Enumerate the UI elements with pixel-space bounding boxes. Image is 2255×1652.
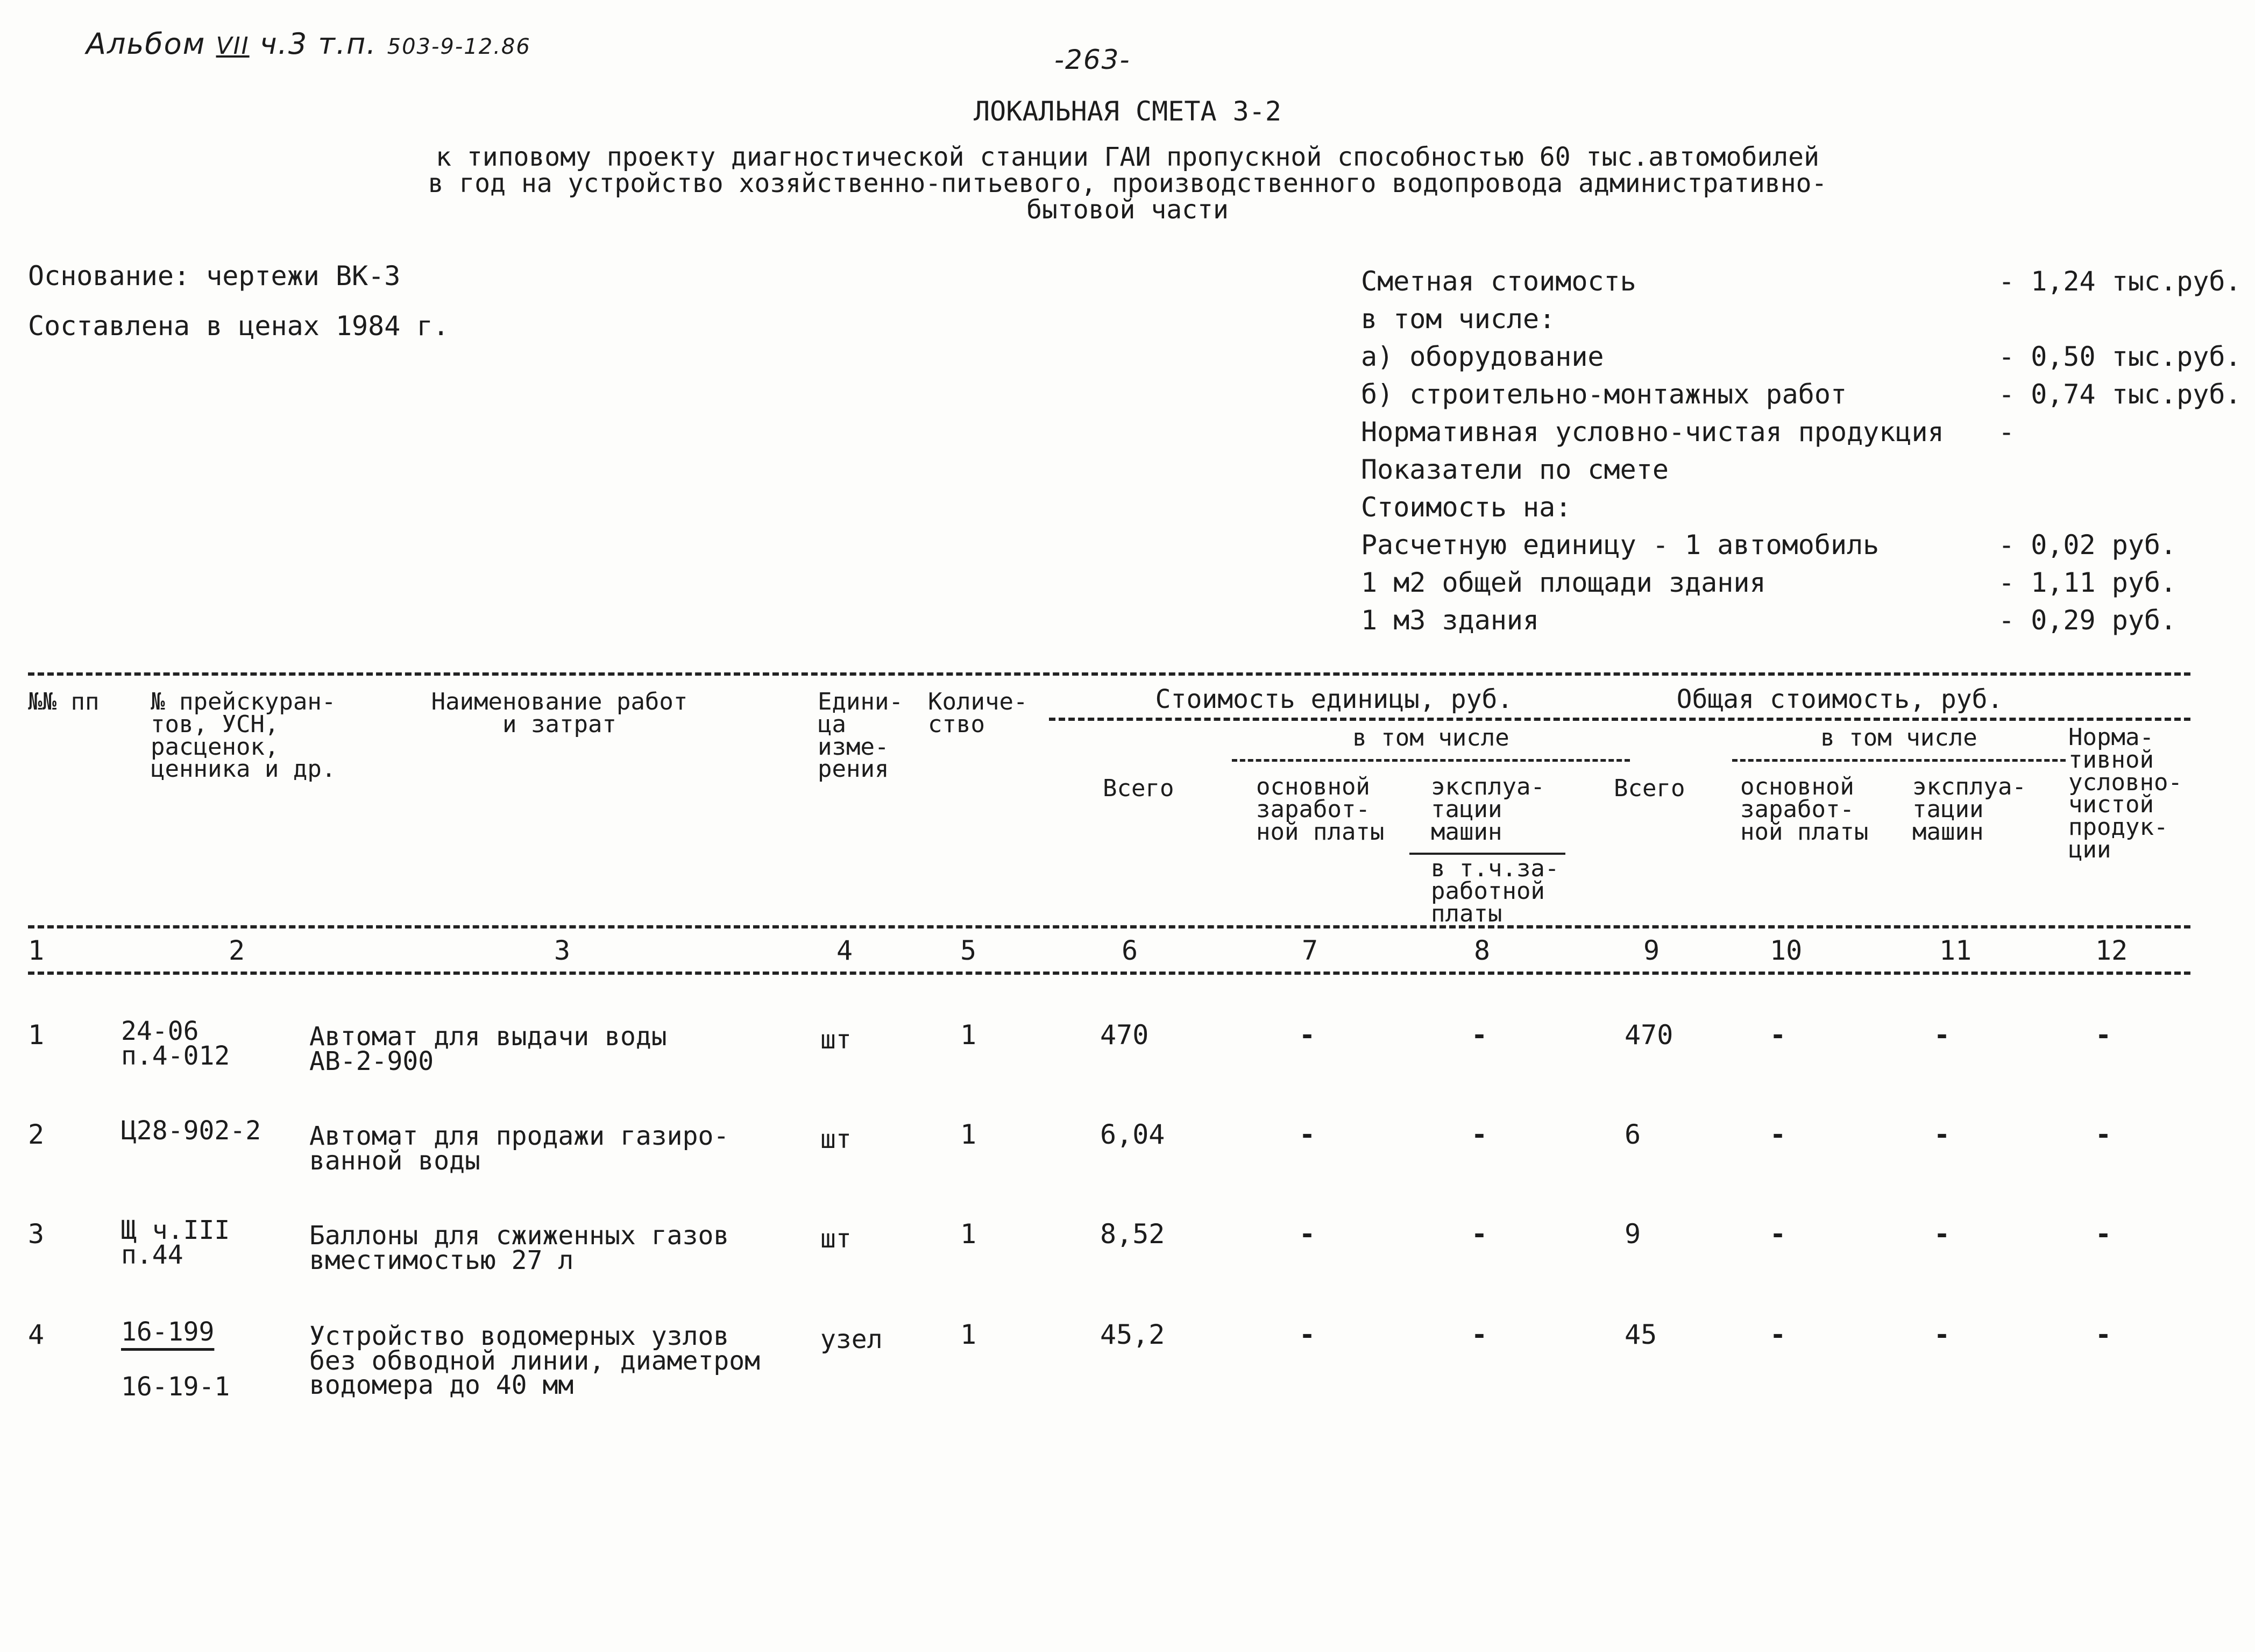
album-note xyxy=(86,27,531,61)
row-total: 45 xyxy=(1625,1319,1657,1350)
summary-label: 1 м3 здания xyxy=(1361,605,1540,636)
row-name xyxy=(309,1022,667,1076)
header-total-incl: в том числе xyxy=(1820,724,1977,751)
colnum: 12 xyxy=(2095,935,2128,966)
row-code-line: Щ ч.III xyxy=(121,1215,230,1245)
colnum: 7 xyxy=(1302,935,1318,966)
album-code: 503-9-12.86 xyxy=(387,34,531,59)
row-name-line: Баллоны для сжиженных газов xyxy=(309,1221,729,1251)
row-unit: шт xyxy=(820,1124,852,1154)
row-total: 6 xyxy=(1625,1119,1641,1150)
summary-value: - 1,24 тыс.руб. xyxy=(1998,266,2242,297)
row-price: 45,2 xyxy=(1100,1319,1165,1350)
summary-label: б) строительно-монтажных работ xyxy=(1361,379,1847,410)
colnum: 2 xyxy=(229,935,245,966)
row-c10: - xyxy=(1770,1019,1786,1051)
album-volume: VII xyxy=(216,32,250,60)
row-name-line: Устройство водомерных узлов xyxy=(309,1321,729,1351)
subtitle-line-2: в год на устройство хозяйственно-питьевого, производственного водопровода административно- xyxy=(428,168,1827,198)
row-code-line: п.44 xyxy=(121,1239,183,1270)
row-c10: - xyxy=(1770,1319,1786,1350)
row-c7: - xyxy=(1299,1119,1316,1150)
summary-label: 1 м2 общей площади здания xyxy=(1361,567,1766,598)
row-code xyxy=(121,1116,261,1146)
row-c7: - xyxy=(1299,1019,1316,1051)
row-c11: - xyxy=(1934,1019,1951,1051)
row-unit: узел xyxy=(820,1324,883,1355)
row-c12: - xyxy=(2095,1119,2112,1150)
row-c8: - xyxy=(1471,1218,1488,1250)
header-unit-cost: Стоимость единицы, руб. xyxy=(1155,684,1513,714)
row-qty: 1 xyxy=(960,1019,977,1051)
cost-group-rule xyxy=(1049,718,2190,721)
header-c4: Едини- ца изме- рения xyxy=(818,688,903,783)
row-c12: - xyxy=(2095,1218,2112,1250)
summary-value: - 1,11 руб. xyxy=(1998,567,2177,598)
unit-incl-rule xyxy=(1232,759,1630,762)
summary-value: - 0,74 тыс.руб. xyxy=(1998,379,2242,410)
header-total-machine-ops: эксплуа- тации машин xyxy=(1912,773,2026,846)
row-c7: - xyxy=(1299,1218,1316,1250)
row-c8: - xyxy=(1471,1019,1488,1051)
row-name-line: водомера до 40 мм xyxy=(309,1370,574,1401)
header-unit-total: Всего xyxy=(1103,775,1174,802)
header-unit-machine-ops: эксплуа- тации машин xyxy=(1431,773,1545,846)
row-name xyxy=(309,1321,761,1401)
summary-value: - 0,50 тыс.руб. xyxy=(1998,341,2242,372)
row-c11: - xyxy=(1934,1119,1951,1150)
row-qty: 1 xyxy=(960,1119,977,1150)
row-number: 1 xyxy=(28,1019,45,1051)
row-c8: - xyxy=(1471,1119,1488,1150)
row-code-secondary: 16-19-1 xyxy=(121,1372,230,1402)
row-code-line: 24-06 xyxy=(121,1016,199,1046)
row-code xyxy=(121,1215,230,1270)
colnum: 8 xyxy=(1474,935,1491,966)
row-c10: - xyxy=(1770,1218,1786,1250)
row-c8: - xyxy=(1471,1319,1488,1350)
row-name-line: без обводной линии, диаметром xyxy=(309,1345,761,1376)
header-unit-incl: в том числе xyxy=(1352,724,1509,751)
summary-value: - xyxy=(1998,416,2015,448)
row-name-line: Автомат для выдачи воды xyxy=(309,1022,667,1052)
colnum: 10 xyxy=(1770,935,1803,966)
summary-value xyxy=(1998,451,2242,488)
row-name xyxy=(309,1121,729,1176)
cost-summary-values xyxy=(1998,263,2242,639)
summary-label: в том числе: xyxy=(1361,303,1556,335)
page-number: -263- xyxy=(1054,44,1131,75)
header-c2: № прейскуран- тов, УСН, расценок, ценника и др. xyxy=(151,688,336,783)
row-total: 9 xyxy=(1625,1218,1641,1250)
summary-label: Расчетную единицу - 1 автомобиль xyxy=(1361,529,1880,561)
cost-summary-labels xyxy=(1361,263,1944,639)
summary-label: Стоимость на: xyxy=(1361,492,1572,523)
subtitle-line-3: бытовой части xyxy=(1026,194,1229,225)
colnum: 3 xyxy=(554,935,571,966)
row-name-line: Автомат для продажи газиро- xyxy=(309,1121,729,1151)
header-unit-incl-wage: в т.ч.за- работной платы xyxy=(1431,855,1559,927)
summary-label: Показатели по смете xyxy=(1361,454,1669,485)
header-c5: Количе- ство xyxy=(928,688,1028,738)
colnum: 9 xyxy=(1643,935,1660,966)
basis-text: Основание: чертежи ВК-3 xyxy=(28,260,401,292)
row-code-line: Ц28-902-2 xyxy=(121,1116,261,1146)
summary-value: - 0,02 руб. xyxy=(1998,529,2177,561)
table-top-rule xyxy=(28,672,2190,676)
summary-label: а) оборудование xyxy=(1361,341,1604,372)
header-total-total: Всего xyxy=(1614,775,1685,802)
row-price: 6,04 xyxy=(1100,1119,1165,1150)
row-c11: - xyxy=(1934,1319,1951,1350)
header-norm-product: Норма- тивной условно- чистой продук- ции xyxy=(2068,724,2182,863)
row-c12: - xyxy=(2095,1319,2112,1350)
row-number: 2 xyxy=(28,1119,45,1150)
colnum: 5 xyxy=(960,935,977,966)
header-total-cost: Общая стоимость, руб. xyxy=(1676,684,2003,714)
row-number: 3 xyxy=(28,1218,45,1250)
row-qty: 1 xyxy=(960,1218,977,1250)
total-incl-rule xyxy=(1732,759,2066,762)
prices-text: Составлена в ценах 1984 г. xyxy=(28,310,449,342)
summary-label: Нормативная условно-чистая продукция xyxy=(1361,416,1944,448)
row-unit: шт xyxy=(820,1025,852,1055)
row-name-line: ванной воды xyxy=(309,1145,480,1176)
header-total-base-wage: основной заработ- ной платы xyxy=(1740,773,1869,846)
row-total: 470 xyxy=(1625,1019,1673,1051)
album-label: Альбом xyxy=(86,27,206,61)
summary-value: - 0,29 руб. xyxy=(1998,605,2177,636)
row-price: 8,52 xyxy=(1100,1218,1165,1250)
summary-value xyxy=(1998,488,2242,526)
row-c12: - xyxy=(2095,1019,2112,1051)
row-name-line: АВ-2-900 xyxy=(309,1046,434,1076)
colnum-bottom-rule xyxy=(28,972,2190,975)
header-unit-base-wage: основной заработ- ной платы xyxy=(1256,773,1385,846)
colnum: 11 xyxy=(1939,935,1972,966)
summary-label: Сметная стоимость xyxy=(1361,266,1636,297)
row-name xyxy=(309,1221,729,1275)
colnum: 1 xyxy=(28,935,45,966)
row-code: 16-199 xyxy=(121,1317,215,1347)
summary-value xyxy=(1998,300,2242,338)
colnum: 6 xyxy=(1122,935,1138,966)
album-part: ч.3 т.п. xyxy=(259,27,377,61)
row-code xyxy=(121,1016,230,1071)
row-number: 4 xyxy=(28,1319,45,1350)
row-unit: шт xyxy=(820,1224,852,1254)
document-subtitle xyxy=(0,144,2255,223)
row-c11: - xyxy=(1934,1218,1951,1250)
colnum: 4 xyxy=(836,935,853,966)
row-price: 470 xyxy=(1100,1019,1149,1051)
row-qty: 1 xyxy=(960,1319,977,1350)
document-title: ЛОКАЛЬНАЯ СМЕТА 3-2 xyxy=(974,96,1281,127)
row-code-line: п.4-012 xyxy=(121,1040,230,1071)
header-c1: №№ пп xyxy=(28,688,100,715)
row-c10: - xyxy=(1770,1119,1786,1150)
header-bottom-rule xyxy=(28,925,2190,928)
row-c7: - xyxy=(1299,1319,1316,1350)
subtitle-line-1: к типовому проекту диагностической станции ГАИ пропускной способностью 60 тыс.автомобилей xyxy=(436,142,1819,172)
row-name-line: вместимостью 27 л xyxy=(309,1245,574,1275)
header-c3: Наименование работ и затрат xyxy=(431,688,688,738)
